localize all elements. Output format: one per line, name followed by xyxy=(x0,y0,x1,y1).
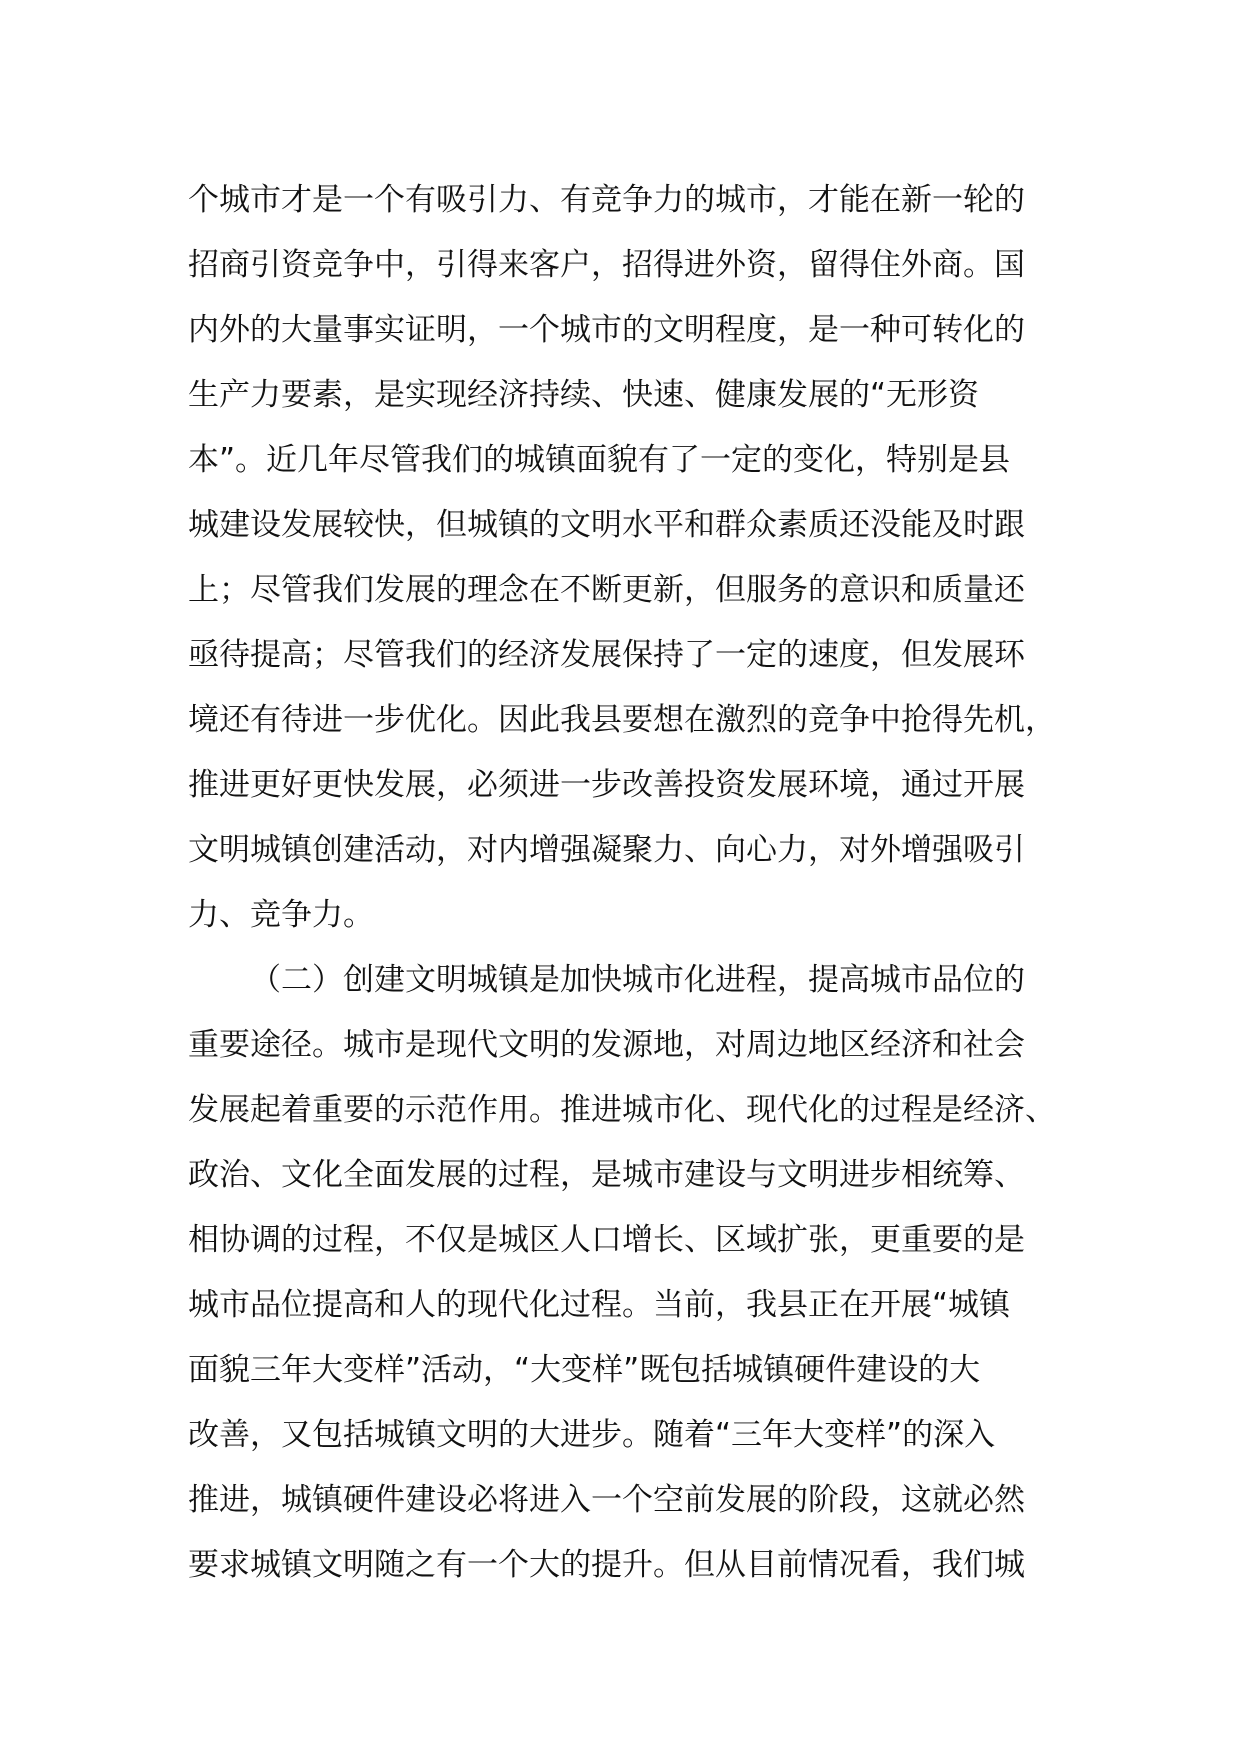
text-line: 境还有待进一步优化。因此我县要想在激烈的竞争中抢得先机， xyxy=(188,702,1056,738)
body-text xyxy=(188,168,1068,1598)
text-line: 重要途径。城市是现代文明的发源地，对周边地区经济和社会 xyxy=(188,1027,1025,1063)
text-line: 改善，又包括城镇文明的大进步。随着“三年大变样”的深入 xyxy=(188,1417,996,1453)
text-line: 要求城镇文明随之有一个大的提升。但从目前情况看，我们城 xyxy=(188,1547,1025,1583)
text-line: 上；尽管我们发展的理念在不断更新，但服务的意识和质量还 xyxy=(188,572,1025,608)
text-line: 相协调的过程，不仅是城区人口增长、区域扩张，更重要的是 xyxy=(188,1222,1025,1258)
text-line: 发展起着重要的示范作用。推进城市化、现代化的过程是经济、 xyxy=(188,1092,1056,1128)
text-line: 面貌三年大变样”活动，“大变样”既包括城镇硬件建设的大 xyxy=(188,1352,981,1388)
text-line: 招商引资竞争中，引得来客户，招得进外资，留得住外商。国 xyxy=(188,247,1025,283)
text-line: 推进更好更快发展，必须进一步改善投资发展环境，通过开展 xyxy=(188,767,1025,803)
section-heading-line: （二）创建文明城镇是加快城市化进程，提高城市品位的 xyxy=(250,962,1025,998)
text-line: 本”。近几年尽管我们的城镇面貌有了一定的变化，特别是县 xyxy=(188,442,1011,478)
text-line: 力、竞争力。 xyxy=(188,897,374,933)
text-line: 推进，城镇硬件建设必将进入一个空前发展的阶段，这就必然 xyxy=(188,1482,1025,1518)
text-line: 城建设发展较快，但城镇的文明水平和群众素质还没能及时跟 xyxy=(188,507,1025,543)
text-line: 内外的大量事实证明，一个城市的文明程度，是一种可转化的 xyxy=(188,312,1025,348)
text-line: 生产力要素，是实现经济持续、快速、健康发展的“无形资 xyxy=(188,377,980,413)
text-line: 亟待提高；尽管我们的经济发展保持了一定的速度，但发展环 xyxy=(188,637,1025,673)
text-line: 政治、文化全面发展的过程，是城市建设与文明进步相统筹、 xyxy=(188,1157,1025,1193)
text-line: 个城市才是一个有吸引力、有竞争力的城市，才能在新一轮的 xyxy=(188,182,1025,218)
text-line: 文明城镇创建活动，对内增强凝聚力、向心力，对外增强吸引 xyxy=(188,832,1025,868)
text-line: 城市品位提高和人的现代化过程。当前，我县正在开展“城镇 xyxy=(188,1287,1011,1323)
